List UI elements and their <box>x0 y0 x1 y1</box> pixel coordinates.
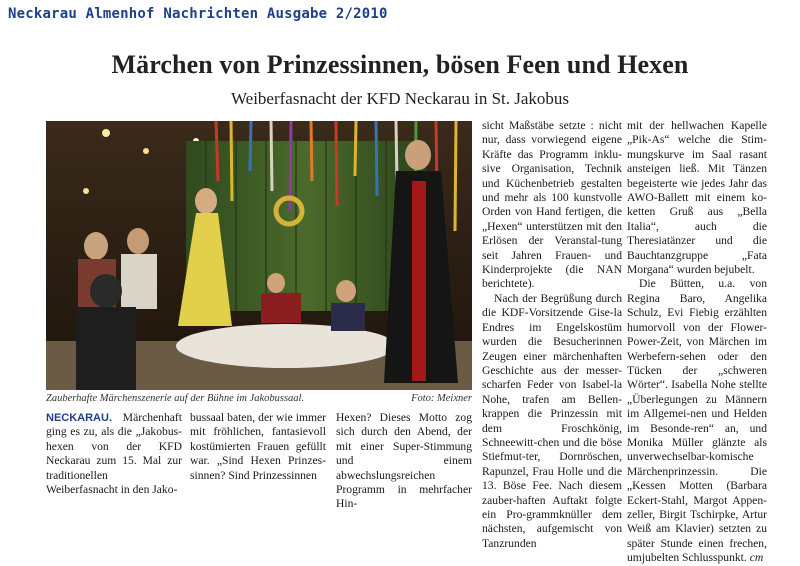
paragraph <box>46 411 182 497</box>
paragraph <box>627 277 767 565</box>
photo-credit: Foto: Meixner <box>411 393 472 404</box>
article-column-right-2 <box>627 119 767 566</box>
article-column-bottom-2 <box>190 411 326 483</box>
paragraph-text: Die Bütten, u.a. von Regina Baro, Angelika Schulz, Evi Fiebig erzählten humorvoll von der Flower-Power-Zeit, von Märchen im Werbefern-sehen oder den Tücken der „schweren Wörter“. Isabella Nohe stellte „Überlegungen zu Männern im Allgemei-nen und Helden im Besonde-ren“ an, und Monika Müller glänzte als unverwechselbar-komische Märchenprinzessin. Die „Kessen Motten (Barbara Eckert-Stahl, Margot Appen-zeller, Birgit Tschirpke, Artur Weiß am Klavier) setzten zu später Stunde einen frechen, umjubelten Schlusspunkt. <box>627 277 767 565</box>
photo-caption <box>46 393 472 404</box>
paragraph: Hexen? Dieses Motto zog sich durch den Abend, der mit einer Super-Stimmung und einem abwechslungsreichen Programm in mehrfacher Hin- <box>336 411 472 511</box>
caption-text: Zauberhafte Märchenszenerie auf der Bühne im Jakobussaal. <box>46 393 305 404</box>
stage-photo <box>46 121 472 390</box>
paragraph: Nach der Begrüßung durch die KDF-Vorsitzende Gise-la Endres im Engelskostüm wurden die Besucherinnen Zeugen einer märchenhaften Geschichte aus der messer-scharfen Feder von Isabel-la Nohe, trafen am Bellen-krappen die Prinzessin mit dem Froschkönig, Schneewitt-chen und die böse Stiefmut-ter, Dornröschen, Rapunzel, Frau Holle und die 13. Böse Fee. Nach diesem zauber-haften Auftakt folgte ein Pro-grammknüller dem nächsten, aufgemischt von Tanzrunden <box>482 291 622 550</box>
paragraph: sicht Maßstäbe setzte : nicht nur, dass vorwiegend eigene Kräfte das Programm inklu-sive Organisation, Technik und Küchenbetrieb gestalten und mehr als 100 kunstvolle Orden von Hand fertigen, die „Hexen“ unterstützen mit den Erlösen der Veranstal-tung seit Jahren Frauen- und Kinderprojekte (die NAN berichtete). <box>482 119 622 291</box>
paragraph: bussaal baten, der wie immer mit fröhlichen, fantasievoll kostümierten Frauen gefüllt war. „Sind Hexen Prinzes-sinnen? Sind Prinzessinnen <box>190 411 326 482</box>
dateline: NECKARAU. <box>46 412 112 424</box>
paragraph: mit der hellwachen Kapelle „Pik-As“ welche die Stim-mungskurve im Saal rasant ansteigen ließ. Mit Tänzen begeisterte wie jedes Jahr das AWO-Ballett mit einem ko-ketten Gruß aus „Bella Italia“, auch die Theresiatänzer und die Bauchtanzgruppe „Fata Morgana“ wurden bejubelt. <box>627 119 767 277</box>
publication-title: Neckarau Almenhof Nachrichten Ausgabe 2/2010 <box>8 6 388 22</box>
stage-photo-illustration <box>46 121 472 390</box>
article-column-right-1 <box>482 119 622 551</box>
article-headline: Märchen von Prinzessinnen, bösen Feen und Hexen <box>111 50 689 79</box>
article-column-bottom-3 <box>336 411 472 512</box>
author-signature: cm <box>749 551 764 565</box>
article-column-bottom-1 <box>46 411 182 497</box>
paragraph-text: Märchenhaft ging es zu, als die „Jakobus-hexen von der KFD Neckarau zum 15. Mal zur traditionellen Weiberfasnacht in den Jako- <box>46 411 182 497</box>
article-subheadline: Weiberfasnacht der KFD Neckarau in St. Jakobus <box>230 89 570 108</box>
